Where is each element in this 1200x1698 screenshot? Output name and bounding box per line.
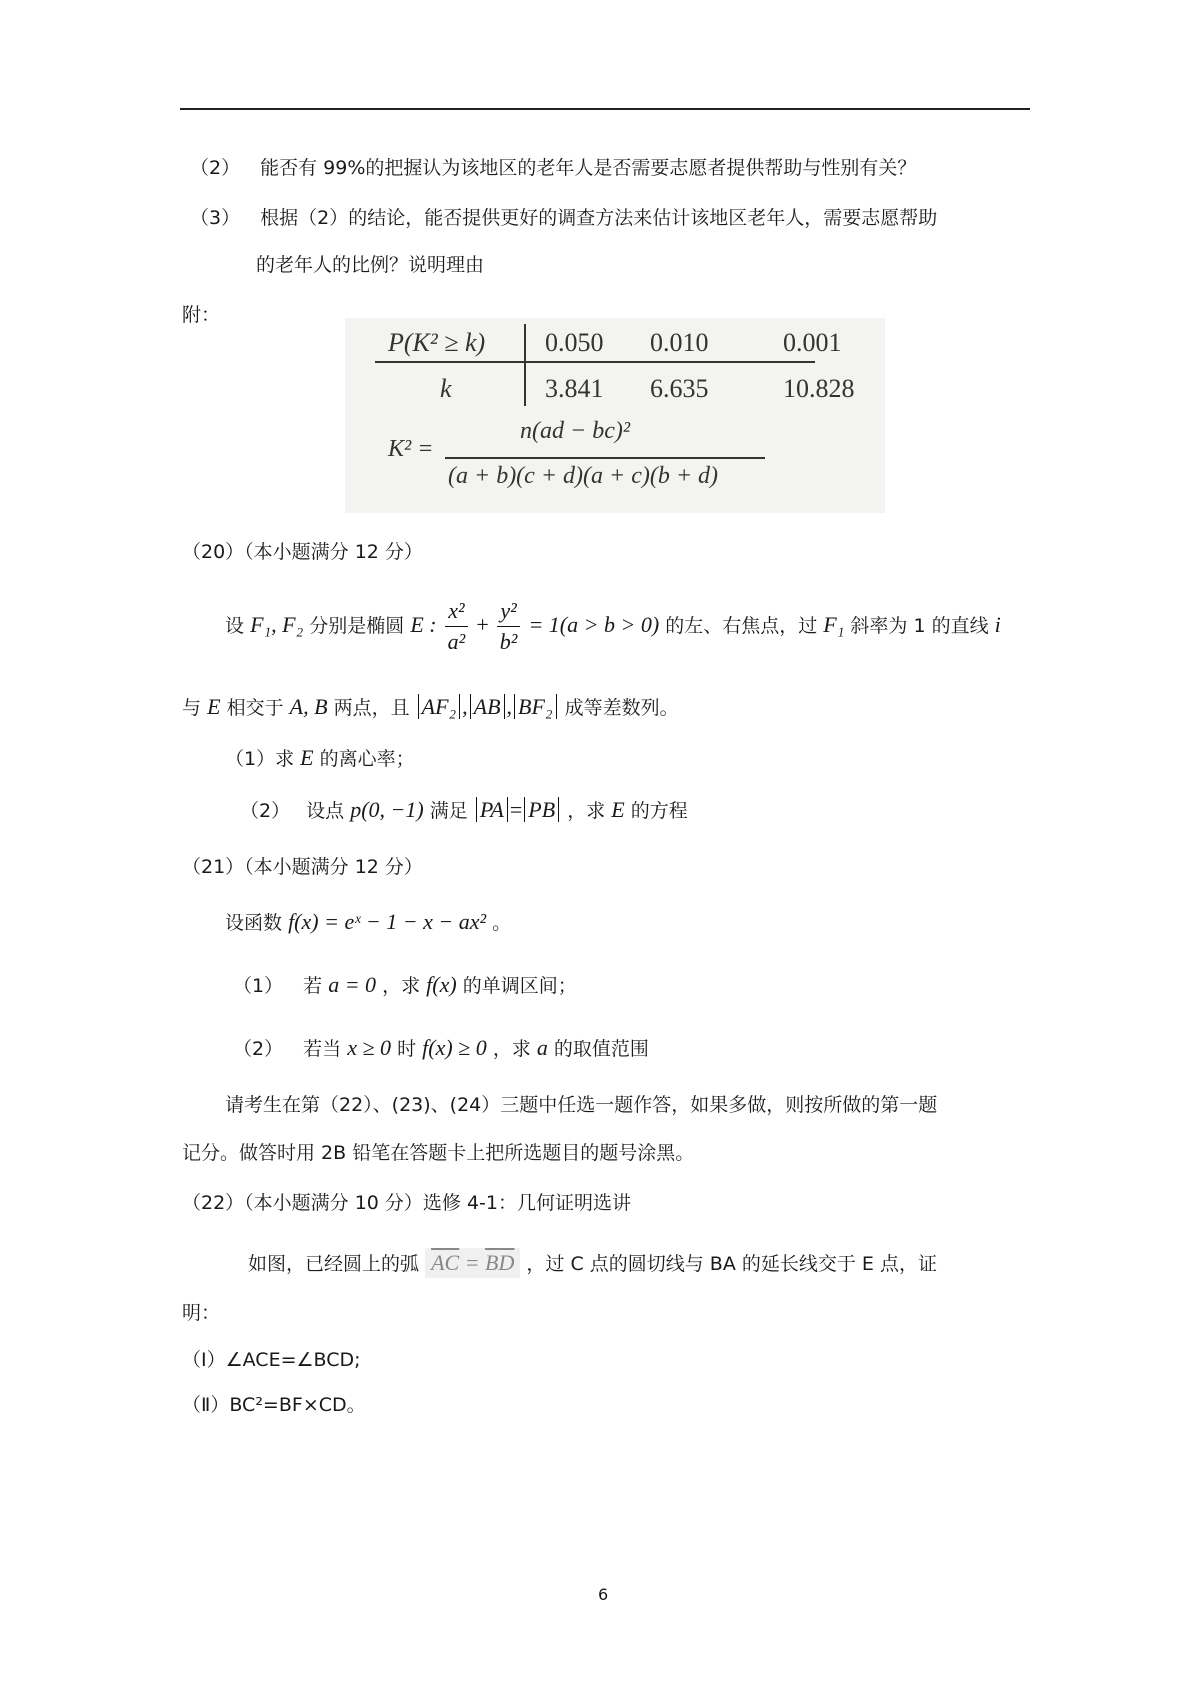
table-cell: 6.635 xyxy=(650,374,709,403)
table-lines xyxy=(345,318,885,513)
q21-part1: （1） 若 a = 0 ，求 f(x) 的单调区间； xyxy=(233,972,577,997)
appendix-label: 附： xyxy=(182,304,221,326)
q22-intro: 如图，已经圆上的弧 $\overline{AC} = \overline{BD}$ ，过 C 点的圆切线与 BA 的延长线交于 E 点，证 xyxy=(248,1248,937,1279)
table-cell: 0.050 xyxy=(545,328,604,357)
table-cell: 0.010 xyxy=(650,328,709,357)
q20-part1: （1）求 E 的离心率； xyxy=(225,745,415,770)
q20-intro: 设 F₁, F₂ 分别是椭圆 E : $\frac{\text{x²}}{\text{a²}}$ + $\frac{\text{y²}}{\text{b²}}$ = 1(a > b > 0) 的左、右焦点，过 F₁ 斜率为 1 的直线 i xyxy=(225,590,1001,661)
table-cell: 3.841 xyxy=(545,374,604,403)
q22-header: （22）（本小题满分 10 分）选修 4-1：几何证明选讲 xyxy=(182,1192,632,1214)
q21-header: （21）（本小题满分 12 分） xyxy=(182,856,423,878)
page-number: 6 xyxy=(598,1585,609,1604)
q19-part3: （3） 根据（2）的结论，能否提供更好的调查方法来估计该地区老年人，需要志愿帮助 xyxy=(190,207,938,229)
q21-intro: 设函数 f(x) = eˣ − 1 − x − ax² 。 xyxy=(225,909,512,934)
q20-header: （20）（本小题满分 12 分） xyxy=(182,541,423,563)
header-rule xyxy=(180,108,1030,110)
table-cell: 10.828 xyxy=(783,374,855,403)
q21-part2: （2） 若当 x ≥ 0 时 f(x) ≥ 0 ，求 a 的取值范围 xyxy=(233,1035,649,1060)
table-cell: 0.001 xyxy=(783,328,842,357)
q20-part2: （2） 设点 p(0, −1) 满足 PA = PB ，求 E 的方程 xyxy=(240,797,688,822)
arc-equation-image: $\overline{AC} = \overline{BD}$ xyxy=(425,1248,520,1278)
table-row2-label: k xyxy=(440,374,452,403)
table-row1-label: P(K² ≥ k) xyxy=(388,328,486,357)
notice-line2: 记分。做答时用 2B 铅笔在答题卡上把所选题目的题号涂黑。 xyxy=(182,1142,695,1164)
formula-numerator: n(ad − bc)² xyxy=(520,418,631,444)
q19-part2: （2） 能否有 99%的把握认为该地区的老年人是否需要志愿者提供帮助与性别有关？ xyxy=(190,157,917,179)
formula-denominator: (a + b)(c + d)(a + c)(b + d) xyxy=(448,463,719,489)
q22-part1: （Ⅰ）∠ACE=∠BCD; xyxy=(182,1349,361,1371)
q22-part2: （Ⅱ）BC²=BF×CD。 xyxy=(182,1394,366,1416)
q22-intro-cont: 明： xyxy=(182,1302,221,1324)
formula-lhs: K² = xyxy=(388,436,434,462)
q20-condition: 与 E 相交于 A, B 两点，且 AF₂ , AB , BF₂ 成等差数列。 xyxy=(182,694,679,719)
fraction: $\frac{\text{y²}}{\text{b²}}$ xyxy=(497,596,521,657)
q19-part3-cont: 的老年人的比例？说明理由 xyxy=(256,254,485,276)
notice-line1: 请考生在第（22）、(23)、(24）三题中任选一题作答，如果多做，则按所做的第一题 xyxy=(225,1094,938,1116)
fraction: $\frac{\text{x²}}{\text{a²}}$ xyxy=(445,596,469,657)
